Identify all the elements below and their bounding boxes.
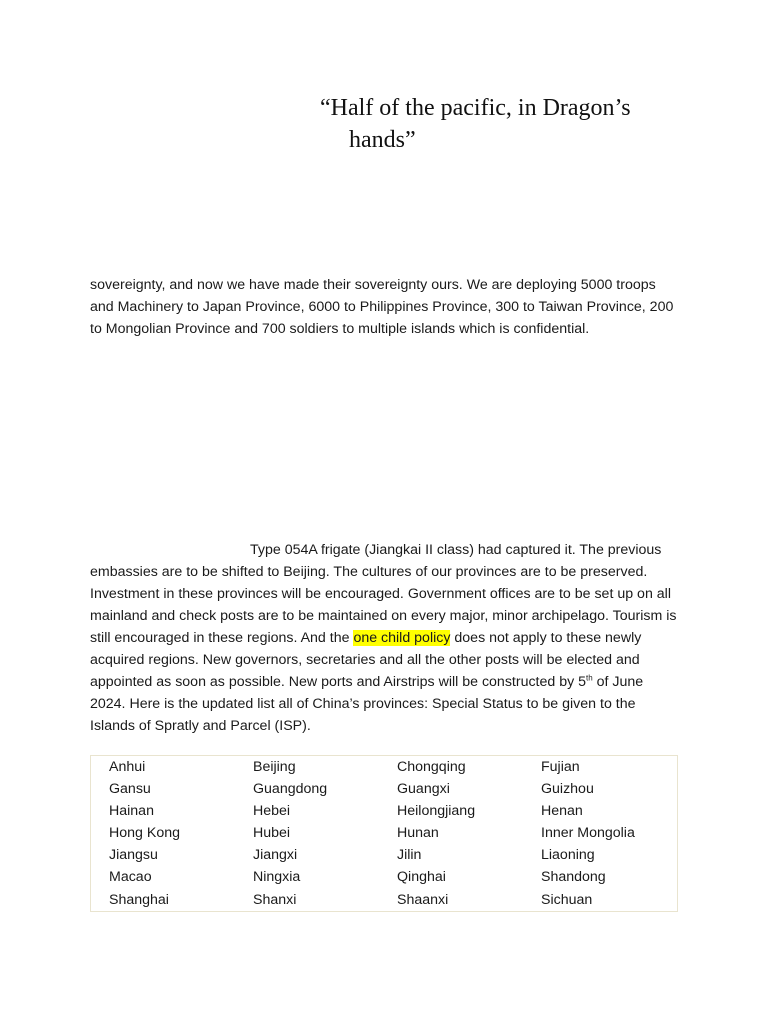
- paragraph2-text-c: of June 2024. Here is the updated list all of China’s provinces: Special Status to be given to the Islands of Spratly and Parcel (ISP).: [90, 674, 644, 734]
- provinces-grid: [91, 756, 677, 911]
- title-line-1: “Half of the pacific, in Dragon’s: [320, 95, 631, 121]
- province-cell: Fujian: [541, 759, 580, 775]
- province-cell: Qinghai: [397, 869, 446, 886]
- province-cell: Anhui: [109, 759, 146, 775]
- province-cell: Liaoning: [541, 847, 595, 864]
- province-cell: Shaanxi: [397, 891, 449, 908]
- province-cell: Guangdong: [253, 781, 328, 798]
- province-cell: Heilongjiang: [397, 803, 476, 820]
- province-cell: Sichuan: [541, 891, 593, 908]
- province-cell: Hainan: [109, 803, 154, 820]
- province-cell: Guizhou: [541, 781, 594, 798]
- province-cell: Gansu: [109, 781, 151, 798]
- province-cell: Macao: [109, 869, 152, 886]
- paragraph2-text-b: does not apply to these newly acquired regions. New governors, secretaries and all the other posts will be elected and appointed as soon as possible. New ports and Airstrips will be constructed by 5: [90, 630, 642, 690]
- province-cell: Jilin: [397, 847, 422, 864]
- province-cell: Beijing: [253, 759, 296, 775]
- province-cell: Shanghai: [109, 891, 169, 908]
- province-cell: Shandong: [541, 869, 606, 886]
- paragraph2-text-a: Type 054A frigate (Jiangkai II class) had captured it. The previous embassies are to be shifted to Beijing. The cultures of our provinces are to be preserved. Investment in these provinces will be encouraged. Government offices are to be set up on all mainland and check posts are to be maintained on every major, minor archipelago. Tourism is still encouraged in these regions. And the: [90, 542, 677, 646]
- province-cell: Ningxia: [253, 869, 301, 886]
- provinces-table: [90, 755, 678, 912]
- province-cell: Guangxi: [397, 781, 450, 798]
- province-cell: Shanxi: [253, 891, 297, 908]
- province-cell: Hubei: [253, 825, 291, 842]
- paragraph-provinces-policy: [90, 539, 680, 737]
- document-title: [320, 92, 700, 156]
- province-cell: Chongqing: [397, 759, 466, 775]
- province-cell: Hunan: [397, 825, 439, 842]
- province-cell: Inner Mongolia: [541, 825, 635, 842]
- province-cell: Hebei: [253, 803, 291, 820]
- paragraph-deployment: sovereignty, and now we have made their sovereignty ours. We are deploying 5000 troops and Machinery to Japan Province, 6000 to Philippines Province, 300 to Taiwan Province, 200 to Mongolian Province and 700 soldiers to multiple islands which is confidential.: [90, 277, 674, 337]
- province-cell: Jiangxi: [253, 847, 298, 864]
- ordinal-superscript: th: [586, 673, 593, 683]
- title-line-2: hands”: [349, 127, 416, 153]
- province-cell: Hong Kong: [109, 825, 180, 842]
- province-cell: Jiangsu: [109, 847, 158, 864]
- highlighted-text: one child policy: [353, 630, 451, 646]
- province-cell: Henan: [541, 803, 583, 820]
